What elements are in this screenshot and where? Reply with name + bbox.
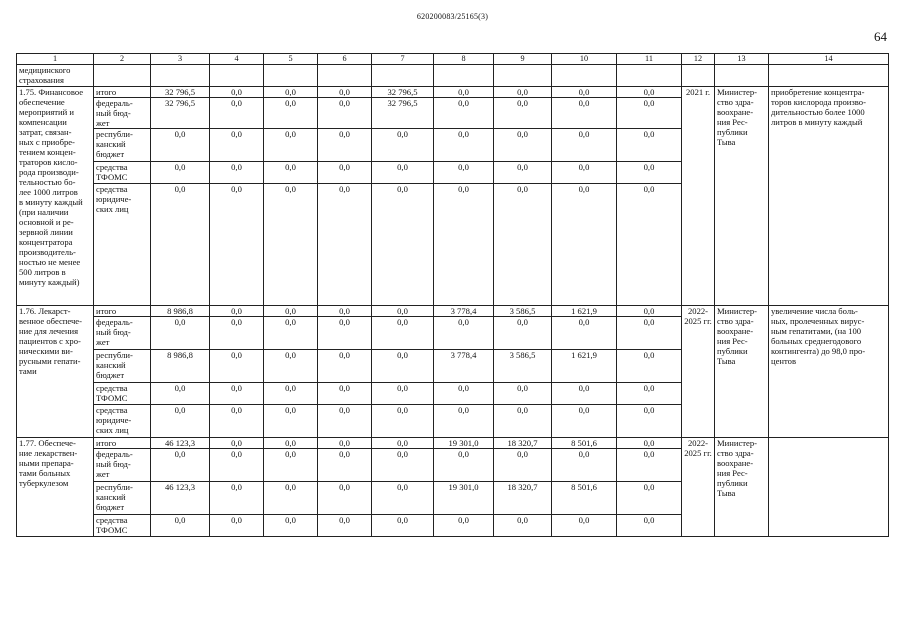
- program-table: [16, 53, 889, 537]
- amount-cell: 0,0: [264, 515, 318, 537]
- amount-cell: 0,0: [552, 184, 617, 306]
- amount-cell: 0,0: [372, 162, 434, 184]
- amount-cell: 0,0: [372, 449, 434, 482]
- amount-cell: 0,0: [494, 405, 552, 438]
- amount-cell: 0,0: [372, 405, 434, 438]
- amount-cell: 32 796,5: [372, 98, 434, 129]
- amount-cell: 0,0: [210, 98, 264, 129]
- amount-cell: 0,0: [210, 350, 264, 383]
- amount-cell: 0,0: [151, 184, 210, 306]
- amount-cell: 0,0: [494, 184, 552, 306]
- amount-cell: 0,0: [264, 87, 318, 98]
- amount-cell: 0,0: [434, 184, 494, 306]
- amount-cell: 0,0: [151, 405, 210, 438]
- empty-cell: [151, 65, 210, 87]
- expected-result: [769, 438, 889, 537]
- column-number: 1: [17, 54, 94, 65]
- column-number: 9: [494, 54, 552, 65]
- amount-cell: 0,0: [617, 317, 682, 350]
- table-row: [17, 438, 889, 449]
- implementation-years: 2022- 2025 гг.: [682, 306, 715, 438]
- amount-cell: 0,0: [318, 482, 372, 515]
- amount-cell: 0,0: [151, 162, 210, 184]
- amount-cell: 18 320,7: [494, 482, 552, 515]
- amount-cell: 0,0: [264, 482, 318, 515]
- amount-cell: 0,0: [552, 449, 617, 482]
- amount-cell: 0,0: [264, 162, 318, 184]
- measure-name: 1.75. Финансовое обеспечение мероприятий и компенсации затрат, связан- ных с приобре- тением концен- траторов кисло- рода производи- тельностью бо- лее 1000 литров в минуту каждый (при наличии основной и ре- зервной линии концентратора производитель- ностью не менее 500 литров в минуту каждый): [17, 87, 94, 306]
- amount-cell: 0,0: [552, 98, 617, 129]
- funding-source: итого: [94, 87, 151, 98]
- table-row: [17, 87, 889, 98]
- amount-cell: 0,0: [151, 383, 210, 405]
- empty-cell: [682, 65, 715, 87]
- column-number: 6: [318, 54, 372, 65]
- funding-source: средства ТФОМС: [94, 162, 151, 184]
- column-number: 8: [434, 54, 494, 65]
- amount-cell: 0,0: [264, 383, 318, 405]
- amount-cell: 0,0: [264, 405, 318, 438]
- amount-cell: 0,0: [617, 405, 682, 438]
- amount-cell: 0,0: [264, 438, 318, 449]
- amount-cell: 0,0: [264, 317, 318, 350]
- amount-cell: 0,0: [210, 129, 264, 162]
- funding-source: средства ТФОМС: [94, 515, 151, 537]
- column-number: 4: [210, 54, 264, 65]
- amount-cell: 0,0: [372, 350, 434, 383]
- column-number: 2: [94, 54, 151, 65]
- amount-cell: 0,0: [318, 405, 372, 438]
- amount-cell: 0,0: [210, 482, 264, 515]
- column-number: 7: [372, 54, 434, 65]
- amount-cell: 0,0: [617, 184, 682, 306]
- amount-cell: 0,0: [372, 129, 434, 162]
- amount-cell: 0,0: [264, 306, 318, 317]
- amount-cell: 0,0: [264, 98, 318, 129]
- amount-cell: 0,0: [494, 449, 552, 482]
- responsible-executor: Министер- ство здра- воохране- ния Рес- публики Тыва: [715, 438, 769, 537]
- amount-cell: 0,0: [151, 129, 210, 162]
- amount-cell: 0,0: [434, 87, 494, 98]
- amount-cell: 0,0: [210, 438, 264, 449]
- empty-cell: [264, 65, 318, 87]
- amount-cell: 0,0: [318, 129, 372, 162]
- amount-cell: 1 621,9: [552, 306, 617, 317]
- amount-cell: 0,0: [372, 438, 434, 449]
- amount-cell: 0,0: [318, 98, 372, 129]
- amount-cell: 18 320,7: [494, 438, 552, 449]
- column-number: 14: [769, 54, 889, 65]
- amount-cell: 0,0: [151, 515, 210, 537]
- amount-cell: 0,0: [434, 129, 494, 162]
- amount-cell: 32 796,5: [372, 87, 434, 98]
- amount-cell: 0,0: [318, 87, 372, 98]
- amount-cell: 1 621,9: [552, 350, 617, 383]
- amount-cell: 0,0: [617, 383, 682, 405]
- empty-cell: [494, 65, 552, 87]
- amount-cell: 0,0: [210, 162, 264, 184]
- amount-cell: 0,0: [372, 515, 434, 537]
- carry-over-text: медицинского страхования: [17, 65, 94, 87]
- amount-cell: 0,0: [210, 87, 264, 98]
- amount-cell: 0,0: [494, 87, 552, 98]
- funding-source: республи- канский бюджет: [94, 482, 151, 515]
- implementation-years: 2022- 2025 гг.: [682, 438, 715, 537]
- funding-source: федераль- ный бюд- жет: [94, 449, 151, 482]
- empty-cell: [769, 65, 889, 87]
- amount-cell: 0,0: [264, 350, 318, 383]
- document-id: 620200083/25165(3): [416, 12, 489, 21]
- amount-cell: 0,0: [318, 184, 372, 306]
- funding-source: итого: [94, 306, 151, 317]
- empty-cell: [318, 65, 372, 87]
- amount-cell: 0,0: [318, 162, 372, 184]
- amount-cell: 0,0: [318, 350, 372, 383]
- amount-cell: 0,0: [210, 317, 264, 350]
- amount-cell: 0,0: [617, 482, 682, 515]
- column-number: 3: [151, 54, 210, 65]
- amount-cell: 0,0: [617, 449, 682, 482]
- funding-source: средства ТФОМС: [94, 383, 151, 405]
- amount-cell: 0,0: [318, 317, 372, 350]
- amount-cell: 0,0: [372, 482, 434, 515]
- amount-cell: 0,0: [210, 184, 264, 306]
- amount-cell: 0,0: [552, 129, 617, 162]
- amount-cell: 0,0: [552, 383, 617, 405]
- empty-cell: [715, 65, 769, 87]
- amount-cell: 0,0: [494, 317, 552, 350]
- expected-result: приобретение концентра- торов кислорода произво- дительностью более 1000 литров в минуту каждый: [769, 87, 889, 306]
- amount-cell: 46 123,3: [151, 438, 210, 449]
- amount-cell: 3 778,4: [434, 350, 494, 383]
- amount-cell: 3 778,4: [434, 306, 494, 317]
- amount-cell: 8 501,6: [552, 438, 617, 449]
- amount-cell: 0,0: [434, 515, 494, 537]
- empty-cell: [94, 65, 151, 87]
- empty-cell: [372, 65, 434, 87]
- amount-cell: 0,0: [494, 98, 552, 129]
- amount-cell: 0,0: [494, 162, 552, 184]
- amount-cell: 0,0: [318, 438, 372, 449]
- amount-cell: 0,0: [617, 515, 682, 537]
- column-number: 11: [617, 54, 682, 65]
- amount-cell: 0,0: [617, 98, 682, 129]
- funding-source: республи- канский бюджет: [94, 129, 151, 162]
- amount-cell: 19 301,0: [434, 482, 494, 515]
- amount-cell: 0,0: [264, 449, 318, 482]
- amount-cell: 0,0: [552, 405, 617, 438]
- measure-name: 1.77. Обеспече- ние лекарствен- ными препара- тами больных туберкулезом: [17, 438, 94, 537]
- empty-cell: [617, 65, 682, 87]
- amount-cell: 0,0: [372, 184, 434, 306]
- amount-cell: 0,0: [318, 515, 372, 537]
- amount-cell: 32 796,5: [151, 98, 210, 129]
- funding-source: средства юридиче- ских лиц: [94, 405, 151, 438]
- amount-cell: 0,0: [434, 317, 494, 350]
- column-number: 13: [715, 54, 769, 65]
- column-number: 5: [264, 54, 318, 65]
- empty-cell: [210, 65, 264, 87]
- amount-cell: 0,0: [210, 449, 264, 482]
- funding-source: республи- канский бюджет: [94, 350, 151, 383]
- amount-cell: 0,0: [210, 306, 264, 317]
- amount-cell: 0,0: [318, 383, 372, 405]
- amount-cell: 0,0: [210, 383, 264, 405]
- amount-cell: 0,0: [434, 162, 494, 184]
- amount-cell: 46 123,3: [151, 482, 210, 515]
- amount-cell: 0,0: [552, 515, 617, 537]
- table-row: [17, 306, 889, 317]
- funding-source: итого: [94, 438, 151, 449]
- amount-cell: 0,0: [151, 317, 210, 350]
- amount-cell: 19 301,0: [434, 438, 494, 449]
- measure-name: 1.76. Лекарст- венное обеспече- ние для лечения пациентов с хро- ническими ви- русными гепати- тами: [17, 306, 94, 438]
- amount-cell: 0,0: [617, 162, 682, 184]
- funding-source: федераль- ный бюд- жет: [94, 98, 151, 129]
- empty-cell: [552, 65, 617, 87]
- amount-cell: 0,0: [210, 405, 264, 438]
- amount-cell: 0,0: [264, 184, 318, 306]
- amount-cell: 0,0: [617, 87, 682, 98]
- amount-cell: 0,0: [210, 515, 264, 537]
- amount-cell: 0,0: [434, 383, 494, 405]
- amount-cell: 0,0: [617, 350, 682, 383]
- carry-over-row: [17, 65, 889, 87]
- column-number: 12: [682, 54, 715, 65]
- amount-cell: 0,0: [318, 449, 372, 482]
- amount-cell: 0,0: [552, 317, 617, 350]
- amount-cell: 0,0: [434, 405, 494, 438]
- responsible-executor: Министер- ство здра- воохране- ния Рес- публики Тыва: [715, 87, 769, 306]
- amount-cell: 0,0: [318, 306, 372, 317]
- amount-cell: 0,0: [151, 449, 210, 482]
- amount-cell: 8 986,8: [151, 350, 210, 383]
- amount-cell: 0,0: [617, 129, 682, 162]
- expected-result: увеличение числа боль- ных, пролеченных вирус- ным гепатитами, (на 100 больных среднегодового контингента) до 98,0 про- центов: [769, 306, 889, 438]
- amount-cell: 0,0: [552, 162, 617, 184]
- amount-cell: 0,0: [372, 306, 434, 317]
- column-number-row: [17, 54, 889, 65]
- amount-cell: 0,0: [617, 438, 682, 449]
- amount-cell: 0,0: [494, 515, 552, 537]
- amount-cell: 0,0: [434, 449, 494, 482]
- amount-cell: 3 586,5: [494, 350, 552, 383]
- amount-cell: 0,0: [617, 306, 682, 317]
- amount-cell: 8 986,8: [151, 306, 210, 317]
- page-number: 64: [874, 29, 887, 44]
- amount-cell: 0,0: [494, 383, 552, 405]
- responsible-executor: Министер- ство здра- воохране- ния Рес- публики Тыва: [715, 306, 769, 438]
- column-number: 10: [552, 54, 617, 65]
- implementation-years: 2021 г.: [682, 87, 715, 306]
- funding-source: средства юридиче- ских лиц: [94, 184, 151, 306]
- amount-cell: 3 586,5: [494, 306, 552, 317]
- empty-cell: [434, 65, 494, 87]
- amount-cell: 0,0: [372, 317, 434, 350]
- funding-source: федераль- ный бюд- жет: [94, 317, 151, 350]
- amount-cell: 0,0: [372, 383, 434, 405]
- amount-cell: 0,0: [552, 87, 617, 98]
- amount-cell: 0,0: [494, 129, 552, 162]
- amount-cell: 32 796,5: [151, 87, 210, 98]
- amount-cell: 0,0: [264, 129, 318, 162]
- amount-cell: 8 501,6: [552, 482, 617, 515]
- amount-cell: 0,0: [434, 98, 494, 129]
